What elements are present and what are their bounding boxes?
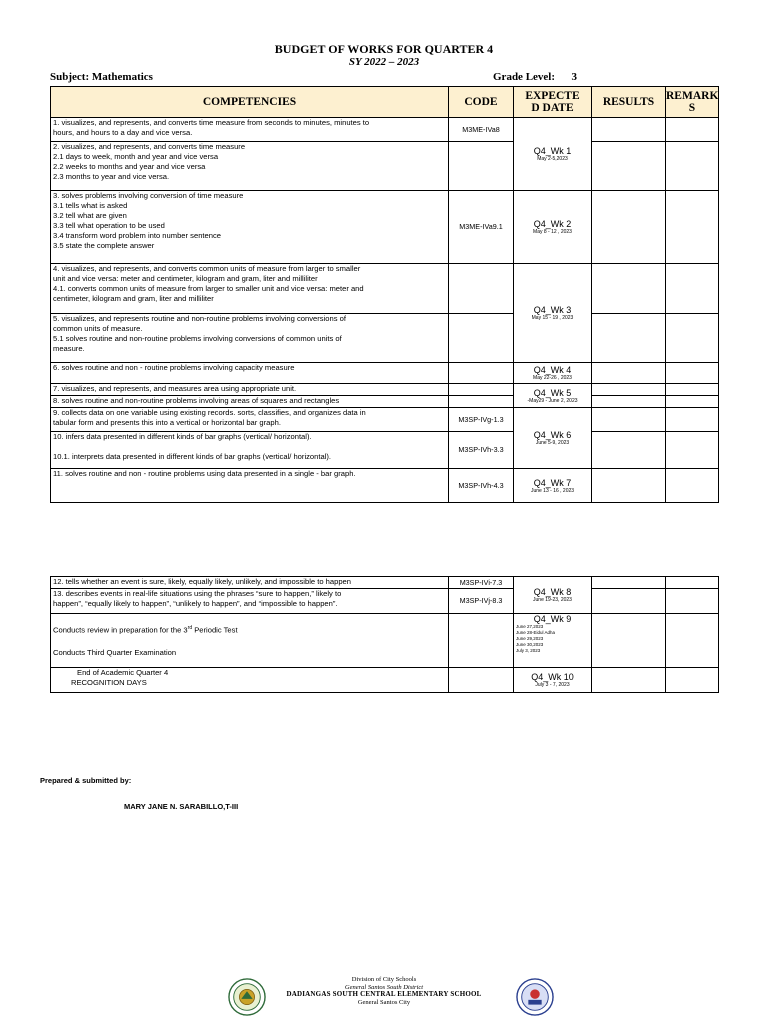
exam-text: Conducts Third Quarter Examination	[53, 647, 177, 657]
code-cell: M3ME-IVa8	[449, 118, 514, 142]
week-5-cell	[514, 384, 592, 408]
week-date: June 27,2023	[516, 624, 544, 629]
competency-line: 3.5 state the complete answer	[53, 241, 155, 250]
results-cell	[592, 191, 666, 264]
remarks-cell	[666, 614, 719, 668]
competency-line: 4.1. converts common units of measure from larger to smaller unit and vice versa: meter and	[53, 284, 364, 293]
competency-line: 9. collects data on one variable using existing records. sorts, classifies, and organizes data in	[53, 408, 366, 417]
competency-2	[51, 142, 449, 191]
competency-9	[51, 408, 449, 432]
competency-3	[51, 191, 449, 264]
school-year: SY 2022 – 2023	[348, 56, 420, 68]
week-date: June 19-23, 2023	[533, 597, 572, 603]
week-date: June 28-Eidul Adha	[516, 630, 556, 635]
competency-12	[51, 577, 449, 589]
remarks-cell	[666, 408, 719, 432]
footer-school: DADIANGAS SOUTH CENTRAL ELEMENTARY SCHOOL	[286, 990, 482, 998]
table-row	[51, 589, 719, 614]
code-cell	[449, 142, 514, 191]
remarks-cell	[666, 264, 719, 314]
code-cell	[449, 614, 514, 668]
competency-line: 2.3 months to year and vice versa.	[53, 172, 170, 181]
grade-level-label: Grade Level:	[493, 71, 556, 83]
code-cell: M3SP-IVj-8.3	[449, 589, 514, 614]
code-cell: M3SP-IVh-3.3	[449, 432, 514, 469]
competency-line: 1. visualizes, and represents, and converts time measure from seconds to minutes, minutes to	[53, 118, 370, 127]
week-date: May 8 - 12 , 2023	[533, 229, 572, 235]
results-cell	[592, 469, 666, 503]
competency-line: centimeter, kilogram and gram, liter and milliliter	[53, 294, 214, 303]
results-cell	[592, 396, 666, 408]
footer	[0, 976, 768, 1006]
remarks-cell	[666, 432, 719, 469]
remarks-cell	[666, 396, 719, 408]
remarks-cell	[666, 363, 719, 384]
table-row	[51, 396, 719, 408]
week-2-cell	[514, 191, 592, 264]
week-label: Q4_Wk 7	[533, 477, 572, 488]
week-3-cell	[514, 264, 592, 363]
week-date: May 15 - 19 , 2023	[531, 315, 574, 321]
competency-line: 12. tells whether an event is sure, likely, equally likely, unlikely, and impossible to happen	[53, 577, 352, 586]
competency-10	[51, 432, 449, 469]
table-row	[51, 191, 719, 264]
week-label: Q4_Wk 3	[533, 305, 572, 315]
competency-line: 8. solves routine and non-routine problems involving areas of squares and rectangles	[53, 396, 340, 405]
week-label: Q4_Wk 6	[533, 430, 572, 440]
results-cell	[592, 314, 666, 363]
header-expected-line2: D DATE	[531, 102, 574, 114]
header-expected-date	[514, 87, 592, 118]
code-cell: M3ME-IVa9.1	[449, 191, 514, 264]
table-row	[51, 668, 719, 693]
code-cell	[449, 363, 514, 384]
grade-level	[493, 71, 577, 83]
table-row	[51, 363, 719, 384]
competency-5	[51, 314, 449, 363]
results-cell	[592, 589, 666, 614]
review-sup: rd	[187, 625, 193, 632]
code-cell	[449, 668, 514, 693]
header-competencies: COMPETENCIES	[51, 87, 449, 118]
code-cell: M3SP-IVg-1.3	[449, 408, 514, 432]
footer-city: General Santos City	[357, 998, 411, 1006]
competency-line: unit and vice versa: meter and centimeter, kilogram and gram, liter and milliliter	[53, 274, 318, 283]
competency-line: 7. visualizes, and represents, and measures area using appropriate unit.	[53, 384, 297, 393]
signer-name: MARY JANE N. SARABILLO,T-III	[124, 802, 239, 811]
remarks-cell	[666, 469, 719, 503]
code-cell: M3SP-IVi-7.3	[449, 577, 514, 589]
week-label: Q4_Wk 1	[533, 146, 572, 156]
competency-line: 2. visualizes, and represents, and converts time measure	[53, 142, 246, 151]
competency-line: tabular form and presents this into a vertical or horizontal bar graph.	[53, 418, 281, 427]
header-remarks-line2: S	[688, 102, 696, 114]
competency-11	[51, 469, 449, 503]
competency-line: 3.3 tell what operation to be used	[53, 221, 165, 230]
competency-line: 5. visualizes, and represents routine and non-routine problems involving conversions of	[53, 314, 346, 323]
competency-line: hours, and hours to a day and vice versa.	[53, 128, 193, 137]
week-date: July 3, 2023	[516, 648, 541, 653]
week-8-cell	[514, 577, 592, 614]
week-date: June 29,2023	[516, 636, 544, 641]
results-cell	[592, 142, 666, 191]
header-expected-line1: EXPECTE	[525, 90, 580, 102]
competency-7	[51, 384, 449, 396]
table-row	[51, 408, 719, 432]
week-label: Q4_Wk 4	[533, 365, 572, 375]
results-cell	[592, 668, 666, 693]
competency-1	[51, 118, 449, 142]
remarks-cell	[666, 668, 719, 693]
week-date: -May29 - June 2, 2023	[527, 397, 578, 404]
recognition-text: RECOGNITION DAYS	[71, 678, 147, 687]
remarks-cell	[666, 142, 719, 191]
competency-line: 3.1 tells what is asked	[53, 201, 128, 210]
week-label: Q4_Wk 8	[533, 587, 572, 597]
code-cell	[449, 384, 514, 396]
competency-line: common units of measure.	[53, 324, 143, 333]
competency-4	[51, 264, 449, 314]
week-date: June 5-9, 2023	[535, 440, 570, 446]
competency-line: happen”, “equally likely to happen”, “unlikely to happen”, and “impossible to happen”.	[53, 599, 338, 608]
remarks-cell	[666, 118, 719, 142]
competency-line: 10.1. interprets data presented in different kinds of bar graphs (vertical/ horizontal).	[53, 452, 332, 461]
table-row	[51, 469, 719, 503]
remarks-cell	[666, 589, 719, 614]
week-label: Q4_Wk 2	[533, 219, 572, 229]
week-9-cell	[514, 614, 592, 668]
end-quarter-cell	[51, 668, 449, 693]
week-7-cell	[514, 469, 592, 503]
competency-8	[51, 396, 449, 408]
document-title: BUDGET OF WORKS FOR QUARTER 4	[274, 42, 494, 56]
review-label: Conducts review in preparation for the 3	[53, 625, 188, 635]
prepared-by-label: Prepared & submitted by:	[40, 776, 132, 785]
remarks-cell	[666, 314, 719, 363]
competency-line: 4. visualizes, and represents, and converts common units of measure from larger to smaller	[53, 264, 361, 273]
competency-line: 5.1 solves routine and non-routine problems involving conversions of common units of	[53, 334, 342, 343]
competency-line: 11. solves routine and non - routine problems using data presented in a single - bar graph.	[53, 469, 356, 478]
code-cell: M3SP-IVh-4.3	[449, 469, 514, 503]
remarks-cell	[666, 384, 719, 396]
week-label: Q4_Wk 9	[533, 614, 572, 624]
results-cell	[592, 432, 666, 469]
week-6-cell	[514, 408, 592, 469]
footer-district: General Santos South District	[344, 983, 424, 991]
code-cell	[449, 396, 514, 408]
competency-13	[51, 589, 449, 614]
end-quarter-text: End of Academic Quarter 4	[77, 668, 169, 677]
results-cell	[592, 264, 666, 314]
competency-line: 2.2 weeks to months and year and vice versa	[53, 162, 206, 171]
competency-6	[51, 363, 449, 384]
table-row	[51, 614, 719, 668]
competencies-table-2	[50, 576, 719, 693]
header-remarks-line1: REMARK	[666, 90, 719, 102]
table-row	[51, 384, 719, 396]
competency-line: 3.2 tell what are given	[53, 211, 127, 220]
header-remarks	[666, 87, 719, 118]
week-4-cell	[514, 363, 592, 384]
subject-label: Subject: Mathematics	[50, 71, 153, 83]
grade-level-value: 3	[571, 71, 578, 83]
competency-line: 3.4 transform word problem into number sentence	[53, 231, 221, 240]
week-label: Q4_Wk 10	[531, 672, 574, 682]
remarks-cell	[666, 577, 719, 589]
code-cell	[449, 264, 514, 314]
results-cell	[592, 384, 666, 396]
week-date: June 30,2023	[516, 642, 544, 647]
code-cell	[449, 314, 514, 363]
table-row	[51, 577, 719, 589]
review-end: Periodic Test	[192, 625, 238, 635]
competency-line: 10. infers data presented in different kinds of bar graphs (vertical/ horizontal).	[53, 432, 312, 441]
week-date: May 22-26 , 2023	[533, 375, 572, 381]
results-cell	[592, 408, 666, 432]
week-1-cell	[514, 118, 592, 191]
results-cell	[592, 614, 666, 668]
competency-line: 13. describes events in real-life situations using the phrases “sure to happen,” likely to	[53, 589, 342, 598]
table-row	[51, 432, 719, 469]
remarks-cell	[666, 191, 719, 264]
competencies-table-1	[50, 86, 719, 503]
review-exam-cell	[51, 614, 449, 668]
footer-division: Division of City Schools	[351, 976, 417, 983]
header-code: CODE	[449, 87, 514, 118]
table-row	[51, 118, 719, 142]
review-text	[53, 623, 446, 636]
results-cell	[592, 118, 666, 142]
results-cell	[592, 577, 666, 589]
table-row	[51, 142, 719, 191]
week-date: May 2-5,2023	[537, 156, 568, 162]
week-date: July 3 - 7, 2023	[535, 682, 570, 688]
table-row	[51, 314, 719, 363]
competency-line: 3. solves problems involving conversion of time measure	[53, 191, 244, 200]
week-10-cell	[514, 668, 592, 693]
competency-line: 6. solves routine and non - routine problems involving capacity measure	[53, 363, 295, 372]
competency-line: measure.	[53, 344, 85, 353]
week-date: June 13 - 16 , 2023	[530, 487, 575, 494]
week-label: Q4_Wk 5	[533, 387, 572, 398]
table-header-row	[51, 87, 719, 118]
competency-line: 2.1 days to week, month and year and vice versa	[53, 152, 219, 161]
header-results: RESULTS	[592, 87, 666, 118]
results-cell	[592, 363, 666, 384]
table-row	[51, 264, 719, 314]
